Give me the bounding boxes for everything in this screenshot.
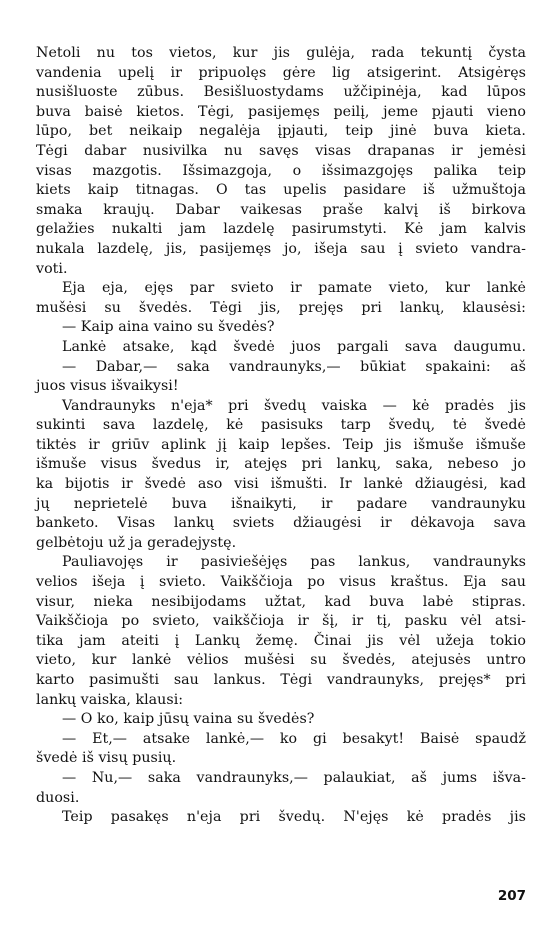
page-body — [36, 44, 526, 828]
text-line: sukinti sava lazdelę, kė pasisuks tarp švedų, tė švedė — [36, 417, 526, 434]
text-line: gelbėtoju už ja geradejystę. — [36, 534, 237, 551]
text-line: velios išeja į svieto. Vaikščioja po visus kraštus. Eja sau — [36, 574, 526, 591]
text-line: — Nu,— saka vandraunyks,— palaukiat, aš jums išva- — [62, 769, 526, 786]
text-line: juos visus išvaikysi! — [36, 378, 179, 395]
text-line: jų neprietelė buva išnaikyti, ir padare vandraunyku — [36, 495, 526, 512]
text-line: karto pasimušti sau lankus. Tėgi vandraunyks, prejęs* pri — [36, 672, 526, 688]
text-line: kiets kaip titnagas. O tas upelis pasidare iš užmuštoja — [36, 182, 526, 199]
text-line: nukala lazdelę, jis, pasijemęs jo, išeja sau į svieto vandra- — [36, 240, 526, 257]
text-line: Eja eja, ejęs par svieto ir pamate vieto, kur lankė — [62, 280, 526, 297]
text-line: — Dabar,— saka vandraunyks,— būkiat spakaini: aš — [62, 358, 526, 375]
text-line: Teip pasakęs n'eja pri švedų. N'ejęs kė pradės jis — [62, 809, 526, 826]
text-line: buva baisė kietos. Tėgi, pasijemęs peilį, jeme pjauti vieno — [36, 103, 526, 120]
page-number: 207 — [497, 888, 526, 904]
text-line: vieto, kur lankė vėlios mušėsi su švedės, atejusės untro — [36, 652, 526, 669]
text-line: — Et,— atsake lankė,— ko gi besakyt! Baisė spaudž — [62, 730, 526, 747]
text-line: tika jam ateiti į Lankų žemę. Činai jis vėl užeja tokio — [36, 632, 526, 649]
text-line: Lankė atsake, kąd švedė juos pargali sava daugumu. — [62, 338, 526, 355]
text-line: visas mazgotis. Išsimazgoja, o išsimazgojęs palika teip — [36, 162, 526, 179]
text-line: nusišluoste zūbus. Besišluostydams užčipinėja, kad lūpos — [36, 84, 526, 101]
text-line: lankų vaiska, klausi: — [36, 691, 184, 708]
text-line: švedė iš visų pusių. — [36, 750, 177, 767]
text-line: gelažies nukalti jam lazdelę pasirumstyti. Kė jam kalvis — [36, 221, 526, 238]
text-line: Vandraunyks n'eja* pri švedų vaiska — kė pradės jis — [62, 397, 526, 414]
text-line: Pauliavojęs ir pasiviešėjęs pas lankus, vandraunyks — [62, 554, 526, 571]
text-line: duosi. — [36, 789, 80, 806]
text-line: ka bijotis ir švedė aso visi išmušti. Ir lankė džiaugėsi, kad — [36, 476, 526, 493]
text-line: smaka kraujų. Dabar vaikesas praše kalvį iš birkova — [36, 201, 526, 218]
text-line: visur, nieka nesibijodams užtat, kad buva labė stipras. — [36, 593, 526, 610]
text-line: — O ko, kaip jūsų vaina su švedės? — [62, 711, 315, 728]
text-line: išmuše visus švedus ir, atejęs pri lankų, saka, nebeso jo — [36, 456, 526, 473]
text-line: lūpo, bet neikaip negalėja įpjauti, teip jinė buva kieta. — [36, 123, 526, 140]
text-line: Vaikščioja po svieto, vaikščioja ir šį, ir tį, pasku vėl atsi- — [36, 613, 526, 630]
text-line: Netoli nu tos vietos, kur jis gulėja, rada tekuntį čysta — [36, 45, 526, 61]
text-line: vandenia upelį ir pripuolęs gėre lig atsigerint. Atsigėręs — [36, 64, 526, 81]
text-line: voti. — [36, 260, 68, 277]
text-line: banketo. Visas lankų sviets džiaugėsi ir dėkavoja sava — [36, 515, 526, 532]
text-line: mušėsi su švedės. Tėgi jis, prejęs pri lankų, klausėsi: — [36, 299, 526, 316]
text-line: Tėgi dabar nusivilka nu savęs visas drapanas ir jemėsi — [36, 142, 526, 159]
text-line: — Kaip aina vaino su švedės? — [62, 319, 275, 336]
text-line: tiktės ir griūv aplink jį kaip lepšes. Teip jis išmuše išmuše — [36, 436, 526, 453]
